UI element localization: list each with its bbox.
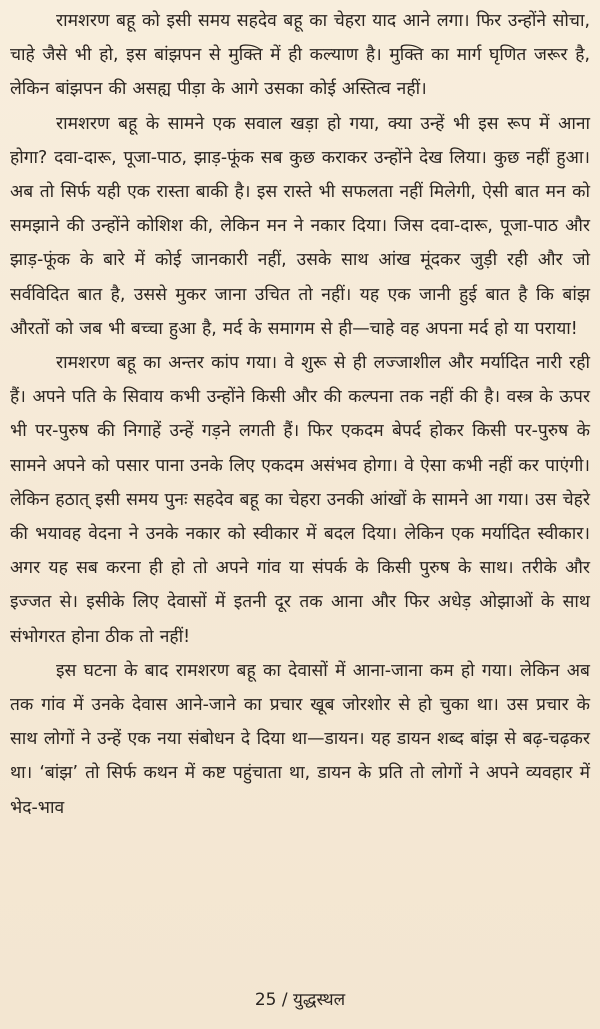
page-footer: 25 / युद्धस्थल	[254, 990, 346, 1010]
paragraph-3: रामशरण बहू का अन्तर कांप गया। वे शुरू से ही लज्जाशील और मर्यादित नारी रही हैं। अपने पति के सिवाय कभी उन्होंने किसी और की कल्पना तक नहीं की है। वस्त्र के ऊपर भी पर-पुरुष की निगाहें उन्हें गड़ने लगती हैं। फिर एकदम बेपर्द होकर किसी पर-पुरुष के सामने अपने को पसार पाना उनके लिए एकदम असंभव होगा। वे ऐसा कभी नहीं कर पाएंगी। लेकिन हठात् इसी समय पुनः सहदेव बहू का चेहरा उनकी आंखों के सामने आ गया। उस चेहरे की भयावह वेदना ने उनके नकार को स्वीकार में बदल दिया। लेकिन एक मर्यादित स्वीकार। अगर यह सब करना ही हो तो अपने गांव या संपर्क के किसी पुरुष के साथ। तरीके और इज्जत से। इसीके लिए देवासों में इतनी दूर तक आना और फिर अधेड़ ओझाओं के साथ संभोगरत होना ठीक तो नहीं!	[10, 353, 590, 647]
paragraph-1: रामशरण बहू को इसी समय सहदेव बहू का चेहरा याद आने लगा। फिर उन्होंने सोचा, चाहे जैसे भी हो, इस बांझपन से मुक्ति में ही कल्याण है। मुक्ति का मार्ग घृणित जरूर है, लेकिन बांझपन की असह्य पीड़ा के आगे उसका कोई अस्तित्व नहीं।	[10, 11, 590, 100]
paragraph-2: रामशरण बहू के सामने एक सवाल खड़ा हो गया, क्या उन्हें भी इस रूप में आना होगा? दवा-दारू, पूजा-पाठ, झाड़-फूंक सब कुछ कराकर उन्होंने देख लिया। कुछ नहीं हुआ। अब तो सिर्फ यही एक रास्ता बाकी है। इस रास्ते भी सफलता नहीं मिलेगी, ऐसी बात मन को समझाने की उन्होंने कोशिश की, लेकिन मन ने नकार दिया। जिस दवा-दारू, पूजा-पाठ और झाड़-फूंक के बारे में कोई जानकारी नहीं, उसके साथ आंख मूंदकर जुड़ी रही और जो सर्वविदित बात है, उससे मुकर जाना उचित तो नहीं। यह एक जानी हुई बात है कि बांझ औरतों को जब भी बच्चा हुआ है, मर्द के समागम से ही—चाहे वह अपना मर्द हो या पराया!	[10, 113, 590, 339]
paragraph-4: इस घटना के बाद रामशरण बहू का देवासों में आना-जाना कम हो गया। लेकिन अब तक गांव में उनके देवास आने-जाने का प्रचार खूब जोरशोर से हो चुका था। उस प्रचार के साथ लोगों ने उन्हें एक नया संबोधन दे दिया था—डायन। यह डायन शब्द बांझ से बढ़-चढ़कर था। ‘बांझ’ तो सिर्फ कथन में कष्ट पहुंचाता था, डायन के प्रति तो लोगों ने अपने व्यवहार में भेद-भाव	[10, 660, 590, 818]
body-text	[10, 4, 590, 825]
